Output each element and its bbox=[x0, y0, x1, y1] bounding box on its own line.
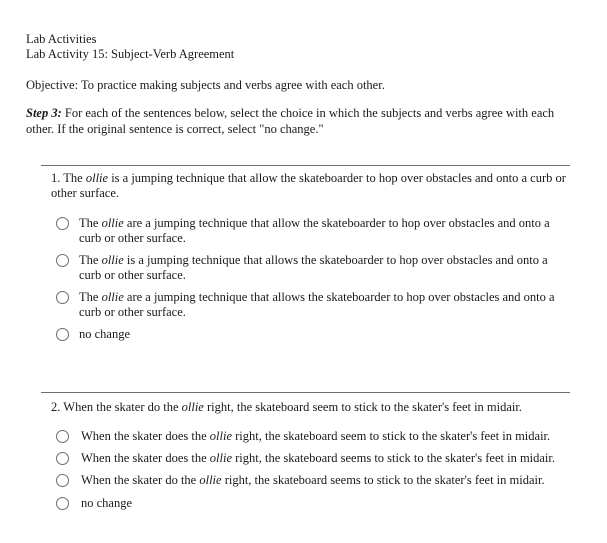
radio-button[interactable] bbox=[56, 328, 69, 341]
step-label: Step 3: bbox=[26, 106, 62, 120]
choice-label: The ollie are a jumping technique that allow the skateboarder to hop over obstacles and onto a curb or other surface. bbox=[79, 216, 550, 245]
choice-label: no change bbox=[81, 496, 133, 510]
question-1-divider bbox=[41, 165, 570, 166]
radio-button[interactable] bbox=[56, 291, 69, 304]
radio-button[interactable] bbox=[56, 497, 69, 510]
choice-label: The ollie is a jumping technique that allows the skateboarder to hop over obstacles and onto a curb or other surface. bbox=[79, 253, 548, 282]
activity-title: Lab Activity 15: Subject-Verb Agreement bbox=[26, 47, 235, 61]
question-2-stem: 2. When the skater do the ollie right, the skateboard seem to stick to the skater's feet in midair. bbox=[51, 400, 522, 414]
question-1-stem: 1. The ollie is a jumping technique that allow the skateboarder to hop over obstacles and onto a curb or other surface. bbox=[51, 171, 566, 200]
choice-label: When the skater do the ollie right, the skateboard seems to stick to the skater's feet in midair. bbox=[81, 473, 545, 487]
step-text: For each of the sentences below, select the choice in which the subjects and verbs agree with each other. If the original sentence is correct, select "no change." bbox=[26, 106, 555, 136]
choice-label: The ollie are a jumping technique that allows the skateboarder to hop over obstacles and onto a curb or other surface. bbox=[79, 290, 555, 319]
course-label: Lab Activities bbox=[26, 32, 97, 46]
radio-button[interactable] bbox=[56, 452, 69, 465]
objective-text: Objective: To practice making subjects and verbs agree with each other. bbox=[26, 78, 385, 92]
choice-label: no change bbox=[79, 327, 131, 341]
radio-button[interactable] bbox=[56, 217, 69, 230]
choice-label: When the skater does the ollie right, the skateboard seems to stick to the skater's feet in midair. bbox=[81, 451, 556, 465]
radio-button[interactable] bbox=[56, 254, 69, 267]
radio-button[interactable] bbox=[56, 430, 69, 443]
choice-label: When the skater does the ollie right, the skateboard seem to stick to the skater's feet in midair. bbox=[81, 429, 551, 443]
step-instructions bbox=[26, 105, 576, 137]
radio-button[interactable] bbox=[56, 474, 69, 487]
question-2-divider bbox=[41, 392, 570, 393]
